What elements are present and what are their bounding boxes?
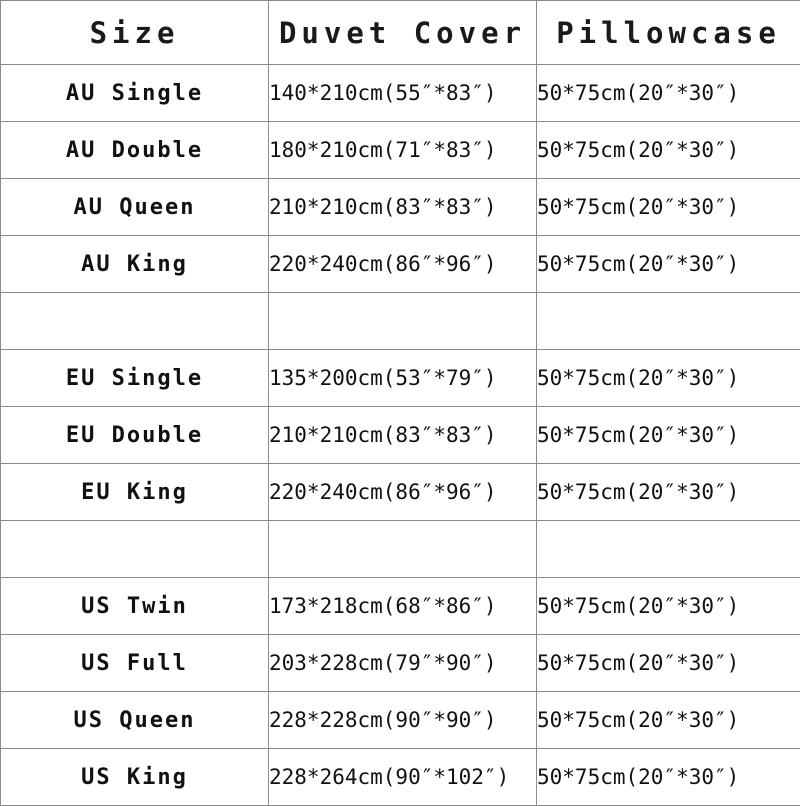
cell-duvet-cover: 180*210cm(71″*83″) — [269, 122, 537, 179]
table-row — [1, 635, 800, 692]
cell-duvet-cover: 210*210cm(83″*83″) — [269, 179, 537, 236]
column-header-size: Size — [1, 1, 269, 65]
cell-size — [1, 293, 269, 350]
table-header — [1, 1, 800, 65]
column-header-duvet-cover: Duvet Cover — [269, 1, 537, 65]
table-row — [1, 350, 800, 407]
table-row — [1, 236, 800, 293]
table-row — [1, 578, 800, 635]
cell-size: US Queen — [1, 692, 269, 749]
table-spacer-row — [1, 521, 800, 578]
cell-size: US Twin — [1, 578, 269, 635]
cell-duvet-cover: 228*228cm(90″*90″) — [269, 692, 537, 749]
cell-size: AU Single — [1, 65, 269, 122]
cell-pillowcase — [537, 521, 800, 578]
cell-size: EU King — [1, 464, 269, 521]
cell-pillowcase: 50*75cm(20″*30″) — [537, 122, 800, 179]
cell-pillowcase: 50*75cm(20″*30″) — [537, 65, 800, 122]
column-header-pillowcase: Pillowcase — [537, 1, 800, 65]
cell-duvet-cover: 228*264cm(90″*102″) — [269, 749, 537, 806]
cell-pillowcase: 50*75cm(20″*30″) — [537, 578, 800, 635]
cell-size: AU Queen — [1, 179, 269, 236]
cell-duvet-cover: 140*210cm(55″*83″) — [269, 65, 537, 122]
table-row — [1, 749, 800, 806]
cell-size: AU King — [1, 236, 269, 293]
cell-pillowcase: 50*75cm(20″*30″) — [537, 692, 800, 749]
cell-pillowcase: 50*75cm(20″*30″) — [537, 179, 800, 236]
cell-duvet-cover: 220*240cm(86″*96″) — [269, 464, 537, 521]
cell-size: EU Single — [1, 350, 269, 407]
table-row — [1, 179, 800, 236]
cell-duvet-cover: 203*228cm(79″*90″) — [269, 635, 537, 692]
cell-size — [1, 521, 269, 578]
cell-size: EU Double — [1, 407, 269, 464]
header-row — [1, 1, 800, 65]
table-row — [1, 65, 800, 122]
cell-pillowcase: 50*75cm(20″*30″) — [537, 236, 800, 293]
cell-duvet-cover: 173*218cm(68″*86″) — [269, 578, 537, 635]
cell-size: US King — [1, 749, 269, 806]
cell-pillowcase: 50*75cm(20″*30″) — [537, 407, 800, 464]
table-row — [1, 692, 800, 749]
table-body — [1, 65, 800, 806]
cell-duvet-cover: 210*210cm(83″*83″) — [269, 407, 537, 464]
table-row — [1, 407, 800, 464]
cell-duvet-cover — [269, 521, 537, 578]
cell-duvet-cover: 135*200cm(53″*79″) — [269, 350, 537, 407]
table-row — [1, 122, 800, 179]
cell-duvet-cover — [269, 293, 537, 350]
cell-pillowcase: 50*75cm(20″*30″) — [537, 749, 800, 806]
cell-pillowcase — [537, 293, 800, 350]
cell-size: AU Double — [1, 122, 269, 179]
table-row — [1, 464, 800, 521]
cell-duvet-cover: 220*240cm(86″*96″) — [269, 236, 537, 293]
cell-pillowcase: 50*75cm(20″*30″) — [537, 464, 800, 521]
cell-pillowcase: 50*75cm(20″*30″) — [537, 350, 800, 407]
table-spacer-row — [1, 293, 800, 350]
cell-pillowcase: 50*75cm(20″*30″) — [537, 635, 800, 692]
cell-size: US Full — [1, 635, 269, 692]
